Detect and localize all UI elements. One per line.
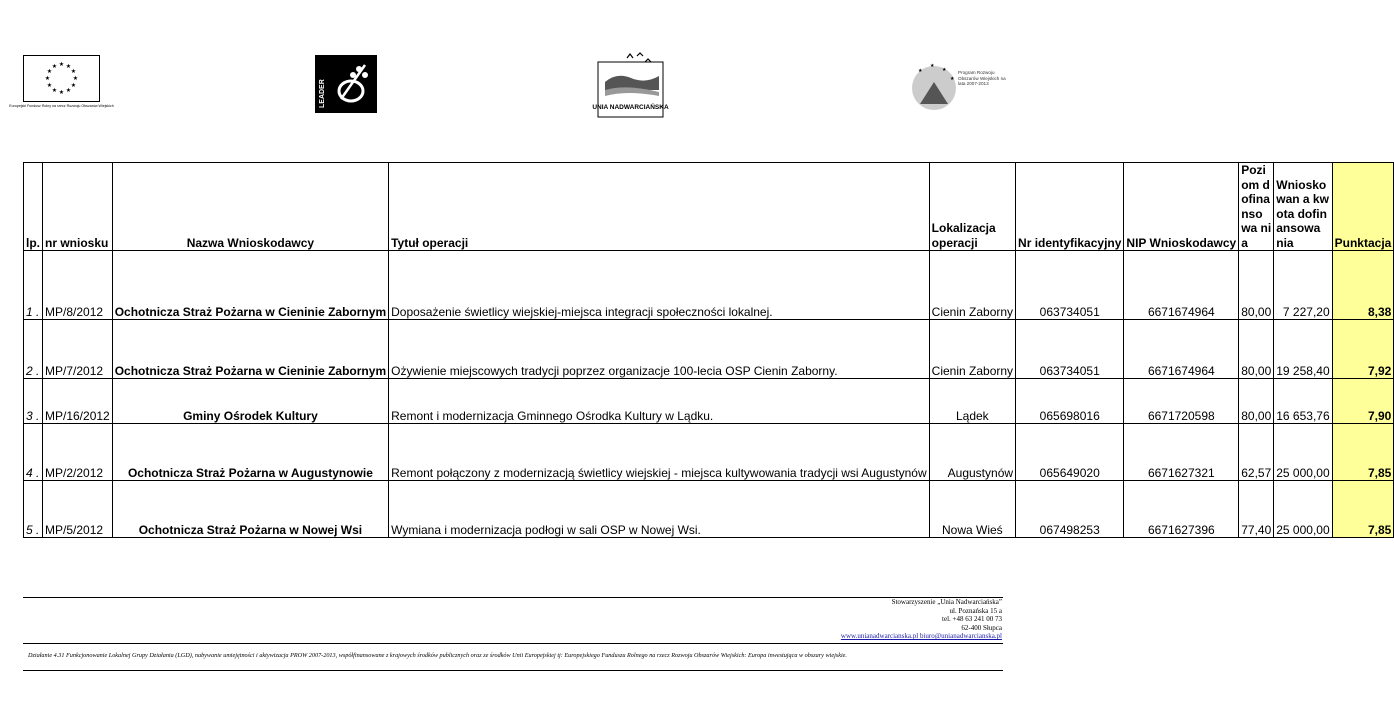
address-line: tel. +48 63 241 00 73 [942, 615, 1002, 624]
address-line: ul. Poznańska 15 a [949, 606, 1002, 615]
col-header-nip: NIP Wnioskodawcy [1124, 163, 1239, 251]
svg-text:★: ★ [65, 63, 72, 70]
col-header-poziom: Poziom dofinansowa nia [1239, 163, 1274, 251]
cell-nip: 6671627396 [1124, 481, 1239, 538]
cell-nr-id: 065649020 [1016, 424, 1124, 481]
prow-logo-text: Program Rozwoju Obszarów Wiejskich na lata 2007-2013 [958, 70, 1006, 87]
cell-nazwa: Gminy Ośrodek Kultury [112, 379, 388, 424]
footer-divider-bottom [23, 670, 1003, 671]
cell-kwota: 7 227,20 [1274, 251, 1332, 320]
cell-nr-wniosku: MP/7/2012 [43, 320, 113, 379]
cell-tytul: Remont i modernizacja Gminnego Ośrodka Kultury w Lądku. [389, 379, 930, 424]
svg-text:★: ★ [65, 87, 72, 94]
leader-logo [315, 55, 377, 113]
svg-text:★: ★ [950, 76, 955, 82]
cell-tytul: Remont połączony z modernizacją świetlicy wiejskiej - miejsca kultywowania tradycji wsi Augustynów [389, 424, 930, 481]
results-table [23, 162, 1394, 538]
col-header-nazwa: Nazwa Wnioskodawcy [112, 163, 388, 251]
cell-nr-id: 065698016 [1016, 379, 1124, 424]
cell-kwota: 16 653,76 [1274, 379, 1332, 424]
cell-punktacja: 7,90 [1332, 379, 1394, 424]
cell-nr-id: 063734051 [1016, 251, 1124, 320]
cell-lp: 5 . [24, 481, 43, 538]
table-row [24, 424, 1394, 481]
cell-lp: 4 . [24, 424, 43, 481]
cell-nazwa: Ochotnicza Straż Pożarna w Nowej Wsi [112, 481, 388, 538]
leader-logo-text: LEADER [319, 79, 326, 108]
cell-nip: 6671627321 [1124, 424, 1239, 481]
table-row [24, 251, 1394, 320]
address-line: Stowarzyszenie „Unia Nadwarciańska” [891, 598, 1002, 606]
footer-address [841, 598, 1002, 641]
footer-divider-middle [23, 643, 1003, 644]
cell-poziom: 62,57 [1239, 424, 1274, 481]
cell-nr-id: 067498253 [1016, 481, 1124, 538]
cell-poziom: 80,00 [1239, 320, 1274, 379]
cell-nazwa: Ochotnicza Straż Pożarna w Cieninie Zabornym [112, 251, 388, 320]
svg-text:★: ★ [46, 68, 53, 75]
svg-text:★: ★ [72, 75, 79, 82]
cell-kwota: 25 000,00 [1274, 481, 1332, 538]
table-row [24, 379, 1394, 424]
cell-lp: 2 . [24, 320, 43, 379]
cell-nr-wniosku: MP/2/2012 [43, 424, 113, 481]
cell-lokalizacja: Nowa Wieś [929, 481, 1015, 538]
cell-lp: 3 . [24, 379, 43, 424]
cell-nr-wniosku: MP/8/2012 [43, 251, 113, 320]
cell-lp: 1 . [24, 251, 43, 320]
cell-lokalizacja: Cienin Zaborny [929, 251, 1015, 320]
col-header-tytul: Tytuł operacji [389, 163, 930, 251]
cell-nr-id: 063734051 [1016, 320, 1124, 379]
col-header-lp: lp. [24, 163, 43, 251]
cell-kwota: 25 000,00 [1274, 424, 1332, 481]
cell-tytul: Wymiana i modernizacja podłogi w sali OSP w Nowej Wsi. [389, 481, 930, 538]
cell-nip: 6671674964 [1124, 320, 1239, 379]
svg-text:★: ★ [930, 63, 935, 69]
cell-lokalizacja: Lądek [929, 379, 1015, 424]
prow-logo [910, 58, 1007, 118]
col-header-kwota: Wnioskowan a kwota dofinansowa nia [1274, 163, 1332, 251]
eu-logo-caption: Europejski Fundusz Rolny na rzecz Rozwoju Obszarów Wiejskich [9, 104, 114, 108]
cell-nip: 6671720598 [1124, 379, 1239, 424]
cell-punktacja: 7,85 [1332, 481, 1394, 538]
cell-kwota: 19 258,40 [1274, 320, 1332, 379]
svg-text:★: ★ [46, 82, 53, 89]
cell-poziom: 77,40 [1239, 481, 1274, 538]
col-header-nr-wniosku: nr wniosku [43, 163, 113, 251]
cell-nazwa: Ochotnicza Straż Pożarna w Cieninie Zabornym [112, 320, 388, 379]
website-email-link[interactable]: www.unianadwarcianska.pl biuro@unianadwarcianska.pl [840, 632, 1002, 641]
cell-poziom: 80,00 [1239, 251, 1274, 320]
svg-text:★: ★ [942, 67, 947, 73]
cell-tytul: Ożywienie miejscowych tradycji poprzez organizacje 100-lecia OSP Cienin Zaborny. [389, 320, 930, 379]
cell-tytul: Doposażenie świetlicy wiejskiej-miejsca integracji społeczności lokalnej. [389, 251, 930, 320]
table-row [24, 481, 1394, 538]
cell-nazwa: Ochotnicza Straż Pożarna w Augustynowie [112, 424, 388, 481]
eu-flag-logo [9, 55, 114, 117]
cell-nr-wniosku: MP/5/2012 [43, 481, 113, 538]
cell-punktacja: 7,85 [1332, 424, 1394, 481]
cell-nr-wniosku: MP/16/2012 [43, 379, 113, 424]
svg-text:★: ★ [70, 82, 77, 89]
svg-text:★: ★ [51, 87, 58, 94]
funding-note: Działanie 4.31 Funkcjonowanie Lokalnej Grupy Działania (LGD), nabywanie umiejętności i aktywizacja PROW 2007-2013, współfinansowane z krajowych środków publicznych oraz ze środków Unii Europejskiej tj: Europejskiego Funduszu Rolnego na rzecz Rozwoju Obszarów Wiejskich: Europa inwestująca w obszary wiejskie. [28, 652, 847, 659]
svg-text:★: ★ [58, 89, 65, 96]
svg-text:★: ★ [70, 68, 77, 75]
cell-nip: 6671674964 [1124, 251, 1239, 320]
svg-text:★: ★ [58, 61, 65, 68]
svg-text:★: ★ [44, 75, 51, 82]
unia-logo-text: UNIA NADWARCIAŃSKA [592, 104, 669, 111]
svg-text:★: ★ [51, 63, 58, 70]
unia-nadwarcianska-logo [592, 52, 669, 118]
cell-lokalizacja: Cienin Zaborny [929, 320, 1015, 379]
table-header-row [24, 163, 1394, 251]
address-line: 62-400 Słupca [961, 623, 1002, 632]
svg-text:★: ★ [918, 68, 923, 74]
logo-bar [0, 0, 1024, 130]
table-row [24, 320, 1394, 379]
col-header-nr-id: Nr identyfikacyjny [1016, 163, 1124, 251]
col-header-punktacja: Punktacja [1332, 163, 1394, 251]
cell-punktacja: 8,38 [1332, 251, 1394, 320]
cell-punktacja: 7,92 [1332, 320, 1394, 379]
col-header-lokalizacja: Lokalizacja operacji [929, 163, 1015, 251]
cell-poziom: 80,00 [1239, 379, 1274, 424]
cell-lokalizacja: Augustynów [929, 424, 1015, 481]
